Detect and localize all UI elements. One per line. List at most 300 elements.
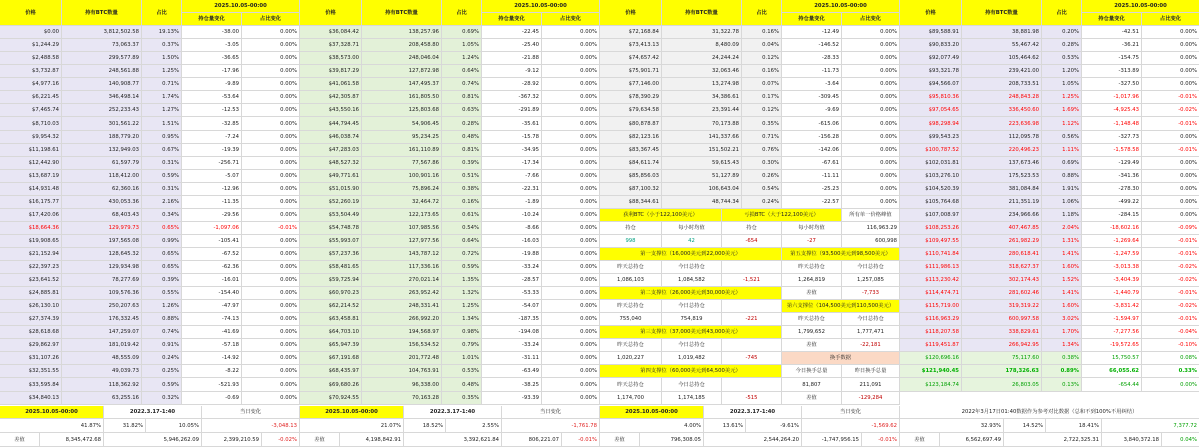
info-cell[interactable]: 差值 [782,287,842,300]
data-cell[interactable]: -0.01% [242,222,300,235]
data-cell[interactable]: 0.00% [842,131,900,144]
column-header[interactable]: 价格 [0,0,62,26]
data-cell[interactable]: 0.00% [242,65,300,78]
info-cell[interactable]: 亏损BTC（大于122,100美元） [722,209,842,222]
data-cell[interactable]: 0.00% [242,131,300,144]
data-cell[interactable]: 107,985.56 [362,222,442,235]
data-cell[interactable]: 0.00% [242,261,300,274]
data-cell[interactable]: $32,351.55 [0,365,62,378]
data-cell[interactable]: -0.01% [1142,235,1199,248]
data-cell[interactable]: $75,901.71 [600,65,662,78]
data-cell[interactable]: 23,391.44 [662,104,742,117]
info-cell[interactable]: 754,819 [662,313,722,326]
column-header[interactable]: 持仓量变化 [182,13,242,26]
data-cell[interactable]: $98,298.94 [900,117,962,131]
data-cell[interactable]: 1.05% [1042,78,1082,91]
info-cell[interactable]: 昨天总持仓 [600,378,662,392]
data-cell[interactable]: 0.67% [142,144,182,157]
data-cell[interactable]: 62,360.16 [62,183,142,196]
data-cell[interactable]: 15,750.57 [1082,352,1142,365]
info-cell[interactable]: 第一支撑位（16,000美元到22,000美元） [600,248,782,261]
data-cell[interactable]: -146.52 [782,39,842,52]
data-cell[interactable]: 0.00% [242,378,300,392]
data-cell[interactable]: 0.13% [1042,378,1082,392]
footer-date-label[interactable]: 2025.10.05-00:00 [300,406,404,419]
data-cell[interactable]: 31,322.78 [662,26,742,39]
footer-percent[interactable]: 7,377.72 [1102,419,1199,433]
data-cell[interactable]: -256.71 [182,157,242,170]
data-cell[interactable]: -1,269.64 [1082,235,1142,248]
data-cell[interactable]: 75,117.60 [962,352,1042,365]
data-cell[interactable]: 0.89% [1042,365,1082,378]
data-cell[interactable]: -3.64 [782,78,842,91]
data-cell[interactable]: 1.01% [442,352,482,365]
footer-percent[interactable]: -1,761.78 [502,419,600,433]
data-cell[interactable]: -0.02% [1142,104,1199,117]
data-cell[interactable]: 0.00% [242,339,300,352]
data-cell[interactable]: 336,450.60 [962,104,1042,117]
data-cell[interactable]: 26,803.05 [962,378,1042,392]
data-cell[interactable]: 0.35% [442,392,482,405]
info-cell[interactable] [722,300,782,313]
data-cell[interactable]: 0.54% [442,222,482,235]
data-cell[interactable]: -0.01% [1142,248,1199,261]
data-cell[interactable]: -284.15 [1082,209,1142,222]
info-cell[interactable]: 116,963.29 [842,222,900,235]
info-cell[interactable]: 今日总持仓 [842,261,900,274]
data-cell[interactable]: -654.44 [1082,378,1142,392]
data-cell[interactable]: $53,504.49 [300,209,362,222]
data-cell[interactable]: 0.12% [742,104,782,117]
data-cell[interactable]: 0.25% [142,365,182,378]
data-cell[interactable]: 338,829.61 [962,326,1042,339]
footer-percent[interactable]: -3,048.13 [202,419,300,433]
data-cell[interactable]: -7.24 [182,131,242,144]
data-cell[interactable]: 48,744.34 [662,196,742,209]
data-cell[interactable]: -367.32 [482,91,542,104]
data-cell[interactable]: -36.21 [1082,39,1142,52]
data-cell[interactable]: -1,578.58 [1082,144,1142,157]
data-cell[interactable]: $49,771.61 [300,170,362,183]
data-cell[interactable]: -0.02% [1142,261,1199,274]
data-cell[interactable]: -32.85 [182,117,242,131]
data-cell[interactable]: 0.79% [442,339,482,352]
data-cell[interactable]: 302,174.43 [962,274,1042,287]
data-cell[interactable]: 0.00% [242,26,300,39]
data-cell[interactable]: $110,741.84 [900,248,962,261]
data-cell[interactable]: -53.64 [182,91,242,104]
data-cell[interactable]: 8,480.09 [662,39,742,52]
data-cell[interactable]: $105,764.68 [900,196,962,209]
data-cell[interactable]: 248,843.28 [962,91,1042,104]
data-cell[interactable]: 0.55% [142,287,182,300]
footer-percent[interactable]: 31.82% [104,419,146,433]
data-cell[interactable]: -11.11 [782,170,842,183]
data-cell[interactable]: 0.00% [1142,39,1199,52]
data-cell[interactable]: 0.48% [442,131,482,144]
data-cell[interactable]: 0.32% [142,392,182,405]
data-cell[interactable]: 188,779.20 [62,131,142,144]
data-cell[interactable]: -25.23 [782,183,842,196]
data-cell[interactable]: 0.54% [742,183,782,196]
column-header[interactable]: 持有BTC数量 [962,0,1042,26]
data-cell[interactable]: $58,481.65 [300,261,362,274]
data-cell[interactable]: $90,833.20 [900,39,962,52]
data-cell[interactable]: 0.00% [242,117,300,131]
data-cell[interactable]: $70,924.55 [300,392,362,405]
data-cell[interactable]: 0.28% [1042,39,1082,52]
footer-percent[interactable]: 18.52% [404,419,446,433]
data-cell[interactable]: 0.00% [542,235,600,248]
info-cell[interactable]: 换手数据 [782,352,900,365]
data-cell[interactable]: -341.36 [1082,170,1142,183]
data-cell[interactable]: $116,963.29 [900,313,962,326]
data-cell[interactable]: -499.22 [1082,196,1142,209]
data-cell[interactable]: $2,488.58 [0,52,62,65]
column-header[interactable]: 持仓量变化 [782,13,842,26]
data-cell[interactable]: 250,207.63 [62,300,142,313]
data-cell[interactable]: 0.00% [1142,65,1199,78]
footer-value[interactable]: 6,562,697.49 [940,433,1004,447]
data-cell[interactable]: 0.59% [142,378,182,392]
footer-date-label[interactable]: 当日变化 [202,406,300,419]
data-cell[interactable]: $1,244.29 [0,39,62,52]
data-cell[interactable]: $41,061.58 [300,78,362,91]
data-cell[interactable]: -9.69 [782,104,842,117]
data-cell[interactable]: -313.89 [1082,65,1142,78]
data-cell[interactable]: 319,319.22 [962,300,1042,313]
footer-percent[interactable]: 10.05% [146,419,202,433]
data-cell[interactable]: 19.13% [142,26,182,39]
data-cell[interactable]: $67,191.68 [300,352,362,365]
data-cell[interactable]: -5.07 [182,170,242,183]
info-cell[interactable]: 今日总持仓 [662,378,722,392]
data-cell[interactable]: -0.01% [1142,287,1199,300]
data-cell[interactable]: 0.00% [242,352,300,365]
data-cell[interactable]: -154.75 [1082,52,1142,65]
data-cell[interactable]: 208,458.80 [362,39,442,52]
data-cell[interactable]: -36.65 [182,52,242,65]
data-cell[interactable]: 194,568.97 [362,326,442,339]
data-cell[interactable]: 78,277.69 [62,274,142,287]
data-cell[interactable]: 1.26% [142,300,182,313]
info-cell[interactable]: 差值 [782,392,842,405]
data-cell[interactable]: 0.00% [1142,131,1199,144]
data-cell[interactable]: 0.48% [442,378,482,392]
data-cell[interactable]: -0.01% [1142,144,1199,157]
data-cell[interactable]: $47,283.03 [300,144,362,157]
data-cell[interactable]: $93,321.78 [900,65,962,78]
data-cell[interactable]: 104,763.91 [362,365,442,378]
data-cell[interactable]: 34,386.61 [662,91,742,104]
data-cell[interactable]: 263,952.42 [362,287,442,300]
info-cell[interactable]: -27 [782,235,842,248]
data-cell[interactable]: 3,812,502.58 [62,26,142,39]
data-cell[interactable]: -11.73 [782,65,842,78]
data-cell[interactable]: $22,397.23 [0,261,62,274]
data-cell[interactable]: $88,344.61 [600,196,662,209]
data-cell[interactable]: -38.25 [482,378,542,392]
data-cell[interactable]: 3.02% [1042,313,1082,326]
footer-value[interactable]: 796,308.05 [640,433,704,447]
footer-value[interactable]: 2,722,325.31 [1004,433,1102,447]
column-header[interactable]: 持仓量变化 [482,13,542,26]
data-cell[interactable]: 0.00% [242,104,300,117]
column-header[interactable]: 占比 [442,0,482,26]
data-cell[interactable]: -1.89 [482,196,542,209]
data-cell[interactable]: 0.88% [1042,170,1082,183]
info-cell[interactable]: 今日总持仓 [662,300,722,313]
data-cell[interactable]: 0.00% [542,196,600,209]
data-cell[interactable]: 0.00% [842,26,900,39]
data-cell[interactable]: 0.00% [242,170,300,183]
data-cell[interactable]: 0.00% [542,378,600,392]
data-cell[interactable]: 1.74% [142,91,182,104]
data-cell[interactable]: 0.00% [242,287,300,300]
info-cell[interactable]: 1,799,652 [782,326,842,339]
data-cell[interactable]: 301,561.22 [62,117,142,131]
data-cell[interactable]: 0.00% [842,157,900,170]
info-cell[interactable]: -745 [722,352,782,365]
data-cell[interactable]: 0.91% [142,339,182,352]
info-cell[interactable] [722,378,782,392]
info-cell[interactable]: 1,264,819 [782,274,842,287]
data-cell[interactable]: 0.00% [542,261,600,274]
data-cell[interactable]: 140,908.77 [62,78,142,91]
data-cell[interactable]: 1.69% [1042,104,1082,117]
data-cell[interactable]: 270,021.14 [362,274,442,287]
data-cell[interactable]: $63,458.81 [300,313,362,326]
footer-date-label[interactable]: 2022.3.17-1:40 [404,406,502,419]
data-cell[interactable]: -105.41 [182,235,242,248]
data-cell[interactable]: 1.91% [1042,183,1082,196]
data-cell[interactable]: 381,084.84 [962,183,1042,196]
data-cell[interactable]: $109,497.55 [900,235,962,248]
data-cell[interactable]: 106,643.04 [662,183,742,196]
data-cell[interactable]: $26,130.10 [0,300,62,313]
header-timestamp[interactable]: 2025.10.05-00:00 [182,0,300,13]
info-cell[interactable]: 42 [662,235,722,248]
data-cell[interactable]: $107,008.97 [900,209,962,222]
data-cell[interactable]: 0.00% [542,26,600,39]
data-cell[interactable]: 1.27% [142,104,182,117]
data-cell[interactable]: -10.24 [482,209,542,222]
data-cell[interactable]: 0.38% [442,183,482,196]
data-cell[interactable]: 0.69% [442,26,482,39]
data-cell[interactable]: $8,710.03 [0,117,62,131]
data-cell[interactable]: 59,615.43 [662,157,742,170]
data-cell[interactable]: 0.00% [542,144,600,157]
data-cell[interactable]: $104,520.39 [900,183,962,196]
data-cell[interactable]: -309.45 [782,91,842,104]
data-cell[interactable]: 266,942.95 [962,339,1042,352]
data-cell[interactable]: -15.78 [482,131,542,144]
data-cell[interactable]: 0.04% [742,39,782,52]
data-cell[interactable]: $108,253.26 [900,222,962,235]
data-cell[interactable]: 600,997.58 [962,313,1042,326]
footer-percent[interactable]: 18.41% [1046,419,1102,433]
data-cell[interactable]: 2.04% [1042,222,1082,235]
data-cell[interactable]: $14,931.48 [0,183,62,196]
data-cell[interactable]: -35.61 [482,117,542,131]
data-cell[interactable]: -3.05 [182,39,242,52]
data-cell[interactable]: 252,233.43 [62,104,142,117]
data-cell[interactable]: $0.00 [0,26,62,39]
data-cell[interactable]: 49,039.73 [62,365,142,378]
footer-value[interactable]: 0.04% [1162,433,1199,447]
data-cell[interactable]: $77,146.00 [600,78,662,91]
data-cell[interactable]: 0.00% [842,117,900,131]
data-cell[interactable]: 0.00% [242,248,300,261]
data-cell[interactable]: 0.00% [542,52,600,65]
data-cell[interactable]: 0.64% [442,65,482,78]
data-cell[interactable]: 0.00% [542,209,600,222]
data-cell[interactable]: 109,576.36 [62,287,142,300]
data-cell[interactable]: 0.00% [542,183,600,196]
data-cell[interactable]: $48,527.32 [300,157,362,170]
header-timestamp[interactable]: 2025.10.05-00:00 [1082,0,1199,13]
data-cell[interactable]: -74.13 [182,313,242,326]
data-cell[interactable]: 0.00% [542,248,600,261]
data-cell[interactable]: -154.40 [182,287,242,300]
data-cell[interactable]: 0.53% [442,365,482,378]
data-cell[interactable]: -3,831.42 [1082,300,1142,313]
data-cell[interactable]: 0.00% [242,144,300,157]
data-cell[interactable]: 0.71% [142,78,182,91]
column-header[interactable]: 占比变化 [842,13,900,26]
data-cell[interactable]: 0.39% [442,157,482,170]
data-cell[interactable]: 0.00% [842,52,900,65]
data-cell[interactable]: 75,896.24 [362,183,442,196]
footer-percent[interactable]: 4.00% [600,419,704,433]
data-cell[interactable]: 0.00% [242,274,300,287]
data-cell[interactable]: 211,351.19 [962,196,1042,209]
info-cell[interactable]: 获利BTC（小于122,100美元） [600,209,722,222]
data-cell[interactable]: -19.39 [182,144,242,157]
column-header[interactable]: 价格 [300,0,362,26]
data-cell[interactable]: 0.76% [742,144,782,157]
data-cell[interactable]: 248,331.41 [362,300,442,313]
data-cell[interactable]: -521.93 [182,378,242,392]
data-cell[interactable]: $39,817.29 [300,65,362,78]
data-cell[interactable]: $29,862.97 [0,339,62,352]
data-cell[interactable]: 0.24% [142,352,182,365]
data-cell[interactable]: 346,498.14 [62,91,142,104]
data-cell[interactable]: 178,326.63 [962,365,1042,378]
info-cell[interactable]: 昨天总持仓 [600,339,662,352]
data-cell[interactable]: -0.10% [1142,339,1199,352]
data-cell[interactable]: 0.81% [442,144,482,157]
data-cell[interactable]: 0.00% [242,365,300,378]
data-cell[interactable]: 407,467.85 [962,222,1042,235]
data-cell[interactable]: 1.52% [1042,274,1082,287]
data-cell[interactable]: -156.28 [782,131,842,144]
data-cell[interactable]: 0.00% [1142,183,1199,196]
data-cell[interactable]: $27,374.39 [0,313,62,326]
data-cell[interactable]: 0.00% [1142,209,1199,222]
data-cell[interactable]: 61,597.79 [62,157,142,170]
data-cell[interactable]: 176,332.45 [62,313,142,326]
data-cell[interactable]: -31.11 [482,352,542,365]
footer-date-label[interactable]: 2025.10.05-00:00 [600,406,704,419]
data-cell[interactable]: 0.00% [1142,196,1199,209]
data-cell[interactable]: -327.73 [1082,131,1142,144]
data-cell[interactable]: -22.31 [482,183,542,196]
data-cell[interactable]: 261,982.29 [962,235,1042,248]
data-cell[interactable]: 0.64% [442,235,482,248]
data-cell[interactable]: -57.18 [182,339,242,352]
info-cell[interactable]: 每小时均值 [782,222,842,235]
data-cell[interactable]: $78,390.29 [600,91,662,104]
data-cell[interactable]: 0.74% [142,326,182,339]
data-cell[interactable]: 0.00% [842,196,900,209]
data-cell[interactable]: 0.00% [242,300,300,313]
data-cell[interactable]: 0.00% [242,209,300,222]
data-cell[interactable]: 24,244.24 [662,52,742,65]
data-cell[interactable]: -278.30 [1082,183,1142,196]
info-cell[interactable] [722,339,782,352]
data-cell[interactable]: 1.70% [1042,326,1082,339]
data-cell[interactable]: 0.30% [742,157,782,170]
footer-value[interactable]: 806,221.07 [502,433,562,447]
data-cell[interactable]: -19,572.65 [1082,339,1142,352]
info-cell[interactable]: 755,040 [600,313,662,326]
data-cell[interactable]: 0.24% [742,196,782,209]
footer-date-label[interactable]: 当日变化 [502,406,600,419]
data-cell[interactable]: -142.06 [782,144,842,157]
data-cell[interactable]: 0.61% [442,209,482,222]
data-cell[interactable]: 1.25% [142,65,182,78]
data-cell[interactable]: 299,577.89 [62,52,142,65]
data-cell[interactable]: -0.09% [1142,222,1199,235]
data-cell[interactable]: 1.35% [442,274,482,287]
data-cell[interactable]: -38.00 [182,26,242,39]
data-cell[interactable]: 77,567.86 [362,157,442,170]
data-cell[interactable]: 0.20% [1042,26,1082,39]
data-cell[interactable]: $31,107.26 [0,352,62,365]
data-cell[interactable]: $97,054.65 [900,104,962,117]
data-cell[interactable]: 0.00% [542,274,600,287]
footer-value[interactable]: -1,747,956.15 [802,433,862,447]
data-cell[interactable]: 0.56% [1042,131,1082,144]
footer-date-label[interactable]: 2022.3.17-1:40 [704,406,802,419]
data-cell[interactable]: $100,787.52 [900,144,962,157]
data-cell[interactable]: $74,657.42 [600,52,662,65]
data-cell[interactable]: $19,908.65 [0,235,62,248]
data-cell[interactable]: 266,992.20 [362,313,442,326]
data-cell[interactable]: 96,338.00 [362,378,442,392]
data-cell[interactable]: 73,063.37 [62,39,142,52]
data-cell[interactable]: -11.35 [182,196,242,209]
data-cell[interactable]: 1.12% [1042,117,1082,131]
footer-percent[interactable]: 2.55% [446,419,502,433]
data-cell[interactable]: 0.00% [842,91,900,104]
data-cell[interactable]: 248,046.04 [362,52,442,65]
data-cell[interactable]: $42,305.87 [300,91,362,104]
footer-value[interactable]: 差值 [0,433,40,447]
column-header[interactable]: 持有BTC数量 [662,0,742,26]
data-cell[interactable]: -12.96 [182,183,242,196]
column-header[interactable]: 占比 [142,0,182,26]
data-cell[interactable]: -1,440.79 [1082,287,1142,300]
data-cell[interactable]: 0.51% [442,170,482,183]
data-cell[interactable]: 32,063.46 [662,65,742,78]
data-cell[interactable]: 118,362.92 [62,378,142,392]
data-cell[interactable]: $69,680.26 [300,378,362,392]
data-cell[interactable]: -67.61 [782,157,842,170]
data-cell[interactable]: -21.88 [482,52,542,65]
data-cell[interactable]: -62.36 [182,261,242,274]
